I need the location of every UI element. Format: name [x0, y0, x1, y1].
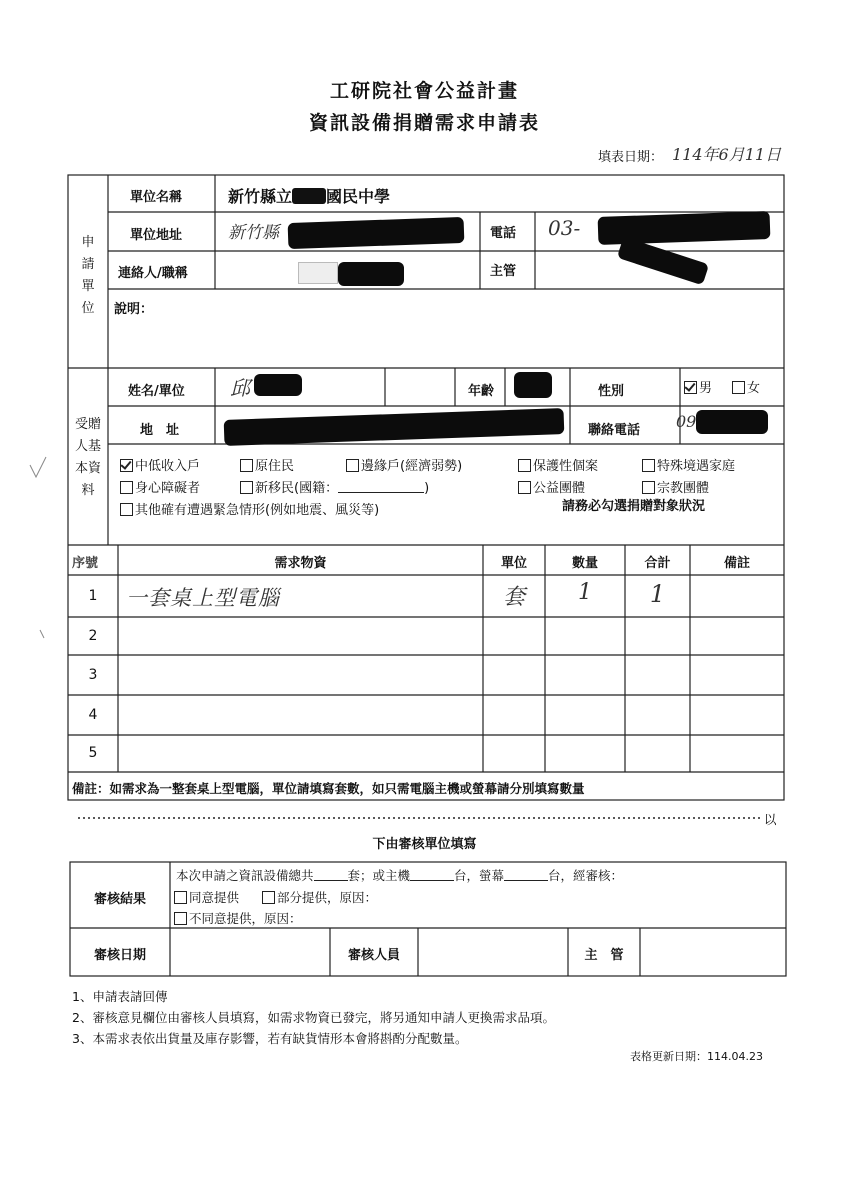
col-header-note: 備註 — [723, 556, 750, 571]
checkbox[interactable] — [732, 381, 745, 394]
row-total: 1 — [649, 580, 666, 608]
checkbox[interactable] — [240, 481, 253, 494]
checkbox[interactable] — [642, 459, 655, 472]
col-header-unit: 單位 — [500, 556, 527, 571]
phone-label: 電話 — [490, 226, 517, 241]
gender-option-female[interactable]: 女 — [732, 377, 760, 396]
checkbox[interactable] — [120, 503, 133, 516]
row-no: 1 — [88, 588, 98, 604]
date-value: 114年6月11日 — [672, 145, 782, 164]
unit-address-label: 單位地址 — [130, 228, 183, 243]
redaction-bar — [514, 372, 552, 398]
category-emergency[interactable]: 其他確有遭遇緊急情形(例如地震、風災等) — [120, 499, 379, 518]
remark-row — [72, 779, 585, 797]
review-agree[interactable]: 同意提供 — [174, 888, 239, 906]
checkbox[interactable] — [518, 481, 531, 494]
monitor-count-blank[interactable] — [504, 868, 548, 881]
host-count-blank[interactable] — [410, 868, 454, 881]
category-indigenous[interactable]: 原住民 — [240, 455, 294, 474]
col-header-qty: 數量 — [571, 556, 598, 571]
nationality-blank[interactable] — [338, 480, 424, 493]
contact-phone-value: 09 — [676, 412, 697, 431]
row-no: 2 — [88, 628, 98, 644]
unit-name-label: 單位名稱 — [130, 190, 183, 205]
form-title-line2: 資訊設備捐贈需求申請表 — [308, 112, 540, 134]
category-special-family[interactable]: 特殊境遇家庭 — [642, 455, 735, 474]
contact-phone-label: 聯絡電話 — [588, 423, 641, 438]
category-marginal[interactable]: 邊緣戶(經濟弱勢) — [346, 455, 462, 474]
form-title-line1: 工研院社會公益計畫 — [329, 80, 519, 102]
col-header-item: 需求物資 — [274, 556, 327, 571]
review-disagree[interactable]: 不同意提供，原因： — [174, 909, 302, 927]
checkbox[interactable] — [642, 481, 655, 494]
remark-text: 如需求為一整套桌上型電腦，單位請填寫套數，如只需電腦主機或螢幕請分別填寫數量 — [109, 781, 585, 796]
checkbox[interactable] — [240, 459, 253, 472]
supervisor-label: 主管 — [490, 264, 517, 279]
checkbox[interactable] — [346, 459, 359, 472]
recipient-name-value: 邱 — [230, 376, 250, 400]
form-update-date: 表格更新日期：114.04.23 — [630, 1050, 763, 1063]
age-label: 年齡 — [468, 384, 495, 399]
review-result-label: 審核結果 — [93, 892, 146, 907]
checkbox[interactable] — [518, 459, 531, 472]
checkbox[interactable] — [684, 381, 697, 394]
phone-value: 03- — [548, 216, 581, 240]
redaction-bar — [254, 374, 302, 396]
applicant-section-label: 申 請 單 位 — [81, 235, 95, 316]
note-label: 說明： — [114, 302, 154, 317]
footnote: 1、申請表請回傳 — [72, 989, 168, 1004]
total-sets-blank[interactable] — [314, 868, 348, 881]
footnote: 2、審核意見欄位由審核人員填寫，如需求物資已發完，將另通知申請人更換需求品項。 — [72, 1010, 555, 1025]
divider-end: 以 — [764, 812, 777, 827]
unit-address-value: 新竹縣 — [228, 223, 279, 243]
category-protection[interactable]: 保護性個案 — [518, 455, 598, 474]
recipient-address-label: 地 址 — [140, 423, 180, 438]
checkbox[interactable] — [174, 912, 187, 925]
footnote: 3、本需求表依出貨量及庫存影響，若有缺貨情形本會將斟酌分配數量。 — [72, 1031, 468, 1046]
row-no: 5 — [88, 745, 98, 761]
checkbox[interactable] — [262, 891, 275, 904]
category-new-immigrant[interactable]: 新移民(國籍： ) — [240, 477, 429, 496]
col-header-total: 合計 — [644, 556, 671, 571]
review-supervisor-label: 主 管 — [584, 948, 624, 963]
category-charity[interactable]: 公益團體 — [518, 477, 585, 496]
row-no: 3 — [88, 667, 98, 683]
checkbox[interactable] — [174, 891, 187, 904]
contact-label: 連絡人/職稱 — [118, 266, 188, 281]
remark-label: 備註： — [72, 781, 110, 796]
row-qty: 1 — [578, 580, 592, 605]
col-header-no: 序號 — [72, 556, 99, 571]
category-low-income[interactable]: 中低收入戶 — [120, 455, 200, 474]
date-label: 填表日期： — [598, 150, 664, 165]
row-item: 一套桌上型電腦 — [126, 586, 280, 610]
review-line1: 本次申請之資訊設備總共 套；或主機 台，螢幕 台，經審核： — [176, 868, 624, 883]
unit-name-value: 新竹縣立 國民中學 — [228, 187, 391, 206]
redaction-bar — [338, 262, 404, 286]
reviewer-label: 審核人員 — [347, 948, 400, 963]
recipient-section-label: 受贈 人基 本資 料 — [74, 417, 101, 498]
recipient-name-label: 姓名/單位 — [128, 384, 185, 399]
review-section-title: 下由審核單位填寫 — [372, 837, 477, 852]
redaction-bar — [696, 410, 768, 434]
review-date-label: 審核日期 — [93, 948, 146, 963]
row-no: 4 — [88, 707, 98, 723]
gender-label: 性別 — [598, 384, 625, 399]
checkbox[interactable] — [120, 459, 133, 472]
gender-option-male[interactable]: 男 — [684, 377, 712, 396]
category-disability[interactable]: 身心障礙者 — [120, 477, 200, 496]
category-religious[interactable]: 宗教團體 — [642, 477, 709, 496]
stamp-mark — [298, 262, 338, 284]
review-partial[interactable]: 部分提供，原因： — [262, 888, 377, 906]
checkbox[interactable] — [120, 481, 133, 494]
row-unit: 套 — [502, 585, 525, 610]
category-instruction: 請務必勾選捐贈對象狀況 — [562, 499, 706, 514]
